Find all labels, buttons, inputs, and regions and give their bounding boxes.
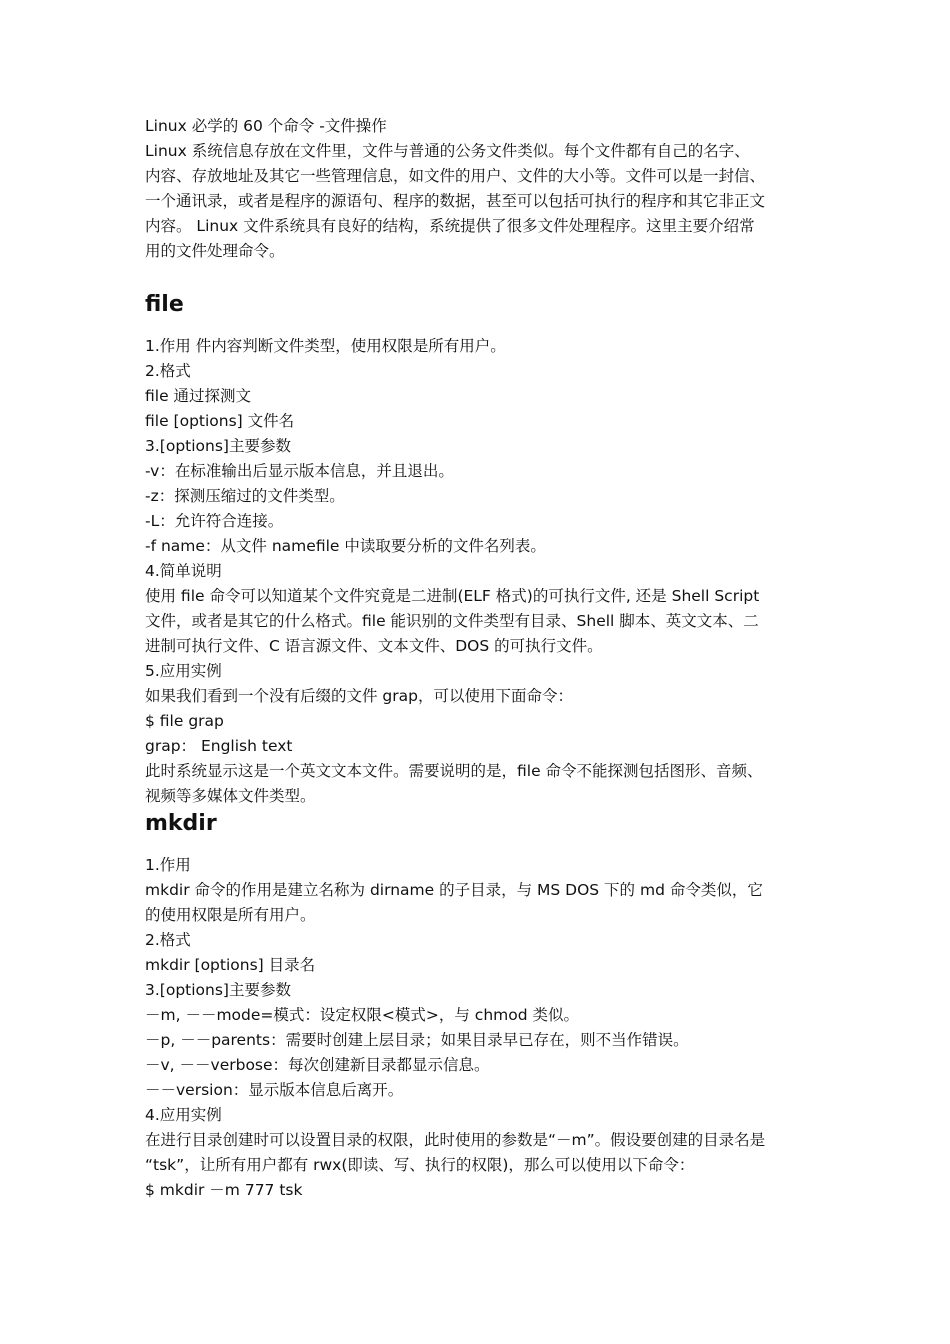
intro-line: 用的文件处理命令。 bbox=[145, 242, 285, 260]
mkdir-item: mkdir [options] 目录名 bbox=[145, 956, 316, 974]
mkdir-item: －v, －－verbose：每次创建新目录都显示信息。 bbox=[145, 1056, 490, 1074]
file-item: -z：探测压缩过的文件类型。 bbox=[145, 487, 345, 505]
mkdir-purpose-heading: 1.作用 bbox=[145, 856, 191, 874]
file-output: grap： English text bbox=[145, 737, 293, 755]
file-item: -v：在标准输出后显示版本信息，并且退出。 bbox=[145, 462, 454, 480]
file-note-line: 此时系统显示这是一个英文文本文件。需要说明的是，file 命令不能探测包括图形、音频、 bbox=[145, 762, 763, 780]
intro-line: Linux 系统信息存放在文件里，文件与普通的公务文件类似。每个文件都有自己的名字、 bbox=[145, 142, 750, 160]
mkdir-command: $ mkdir －m 777 tsk bbox=[145, 1181, 303, 1199]
file-item: 3.[options]主要参数 bbox=[145, 437, 291, 455]
spacer bbox=[145, 320, 810, 334]
intro-line: 内容。 Linux 文件系统具有良好的结构，系统提供了很多文件处理程序。这里主要介绍常 bbox=[145, 217, 755, 235]
mkdir-example-line: “tsk”，让所有用户都有 rwx(即读、写、执行的权限)，那么可以使用以下命令： bbox=[145, 1156, 695, 1174]
intro-paragraph bbox=[145, 139, 810, 264]
file-heading: file bbox=[145, 292, 184, 317]
file-description bbox=[145, 584, 810, 659]
mkdir-example bbox=[145, 1128, 810, 1178]
spacer bbox=[145, 264, 810, 290]
mkdir-item: －－version：显示版本信息后离开。 bbox=[145, 1081, 404, 1099]
mkdir-item: 2.格式 bbox=[145, 931, 191, 949]
mkdir-item: －m, －－mode=模式：设定权限<模式>，与 chmod 类似。 bbox=[145, 1006, 579, 1024]
mkdir-item: －p, －－parents：需要时创建上层目录；如果目录早已存在，则不当作错误。 bbox=[145, 1031, 689, 1049]
file-example-intro: 如果我们看到一个没有后缀的文件 grap，可以使用下面命令： bbox=[145, 687, 573, 705]
file-item: 4.简单说明 bbox=[145, 562, 222, 580]
file-item: 2.格式 bbox=[145, 362, 191, 380]
mkdir-item: 3.[options]主要参数 bbox=[145, 981, 291, 999]
file-example-heading: 5.应用实例 bbox=[145, 662, 222, 680]
intro-line: 内容、存放地址及其它一些管理信息，如文件的用户、文件的大小等。文件可以是一封信、 bbox=[145, 167, 766, 185]
mkdir-example-line: 在进行目录创建时可以设置目录的权限，此时使用的参数是“－m”。假设要创建的目录名是 bbox=[145, 1131, 766, 1149]
mkdir-purpose-line: 的使用权限是所有用户。 bbox=[145, 906, 316, 924]
mkdir-item: 4.应用实例 bbox=[145, 1106, 222, 1124]
file-item: 1.作用 件内容判断文件类型，使用权限是所有用户。 bbox=[145, 337, 506, 355]
file-note bbox=[145, 759, 810, 809]
document-title: Linux 必学的 60 个命令 -文件操作 bbox=[145, 117, 387, 135]
file-item: -L：允许符合连接。 bbox=[145, 512, 284, 530]
intro-line: 一个通讯录，或者是程序的源语句、程序的数据，甚至可以包括可执行的程序和其它非正文 bbox=[145, 192, 766, 210]
document-page bbox=[145, 114, 810, 1203]
file-desc-line: 使用 file 命令可以知道某个文件究竟是二进制(ELF 格式)的可执行文件, 还是 Shell Script bbox=[145, 587, 760, 605]
file-desc-line: 文件，或者是其它的什么格式。file 能识别的文件类型有目录、Shell 脚本、英文文本、二 bbox=[145, 612, 759, 630]
file-item: file 通过探测文 bbox=[145, 387, 252, 405]
file-item: file [options] 文件名 bbox=[145, 412, 295, 430]
mkdir-purpose-line: mkdir 命令的作用是建立名称为 dirname 的子目录，与 MS DOS 下的 md 命令类似，它 bbox=[145, 881, 763, 899]
file-command: $ file grap bbox=[145, 712, 224, 730]
file-note-line: 视频等多媒体文件类型。 bbox=[145, 787, 316, 805]
spacer bbox=[145, 839, 810, 853]
file-item: -f name：从文件 namefile 中读取要分析的文件名列表。 bbox=[145, 537, 546, 555]
mkdir-purpose bbox=[145, 878, 810, 928]
mkdir-heading: mkdir bbox=[145, 811, 217, 836]
file-desc-line: 进制可执行文件、C 语言源文件、文本文件、DOS 的可执行文件。 bbox=[145, 637, 603, 655]
